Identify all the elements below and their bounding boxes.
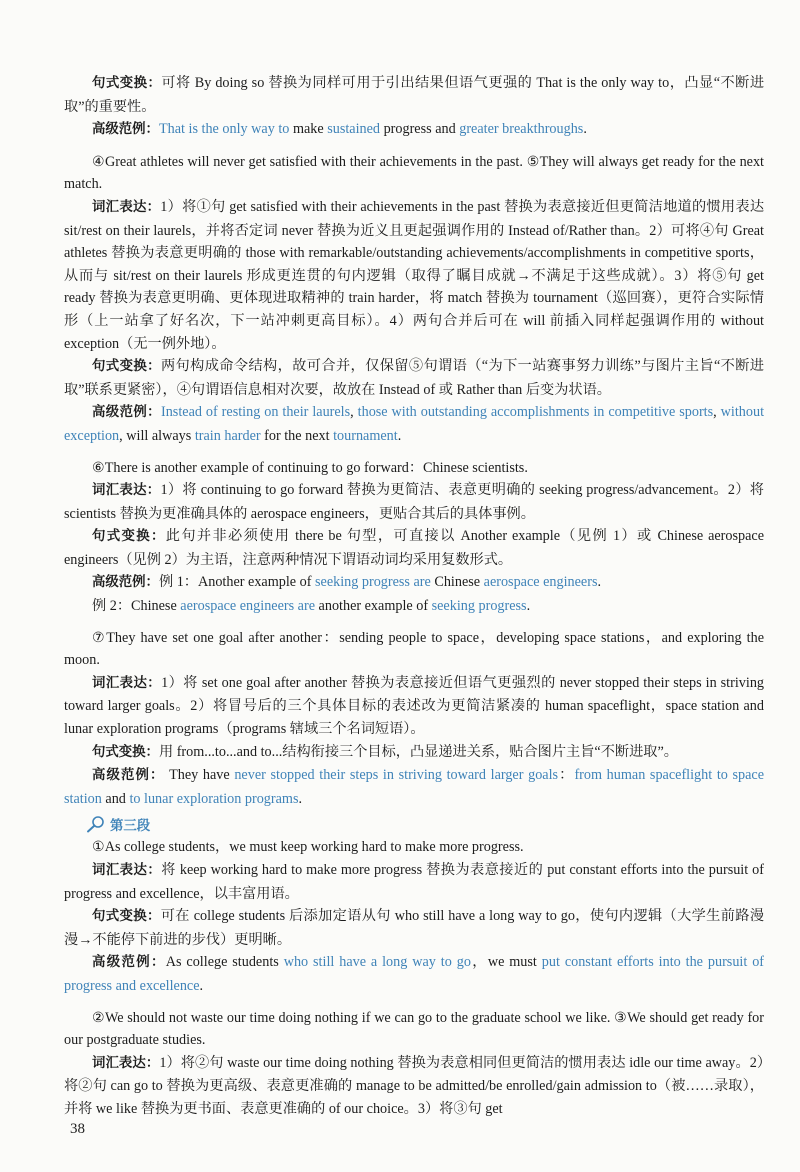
example-text: Another example of [197, 574, 315, 591]
magnifier-icon [86, 815, 106, 833]
paragraph-text: 此句并非必须使用 there be 句型，可直接以 Another example（见例 1）或 Chinese aerospace engineers（见例 2）为主语，注意两种情况下谓语动词均采用复数形式。 [64, 528, 764, 568]
paragraph [64, 672, 764, 741]
paragraph-text: 可在 college students 后添加定语从句 who still have a long way to go，使句内逻辑（大学生前路漫漫→不能停下前进的步伐）更明晰。 [64, 908, 765, 948]
highlight-text: those with outstanding accomplishments in competitive sports [357, 404, 714, 421]
term-label: 词汇表达： [92, 199, 161, 215]
example-text: progress and [380, 121, 460, 138]
example-text: . [597, 574, 602, 591]
example-number: 例 2： [92, 598, 132, 615]
paragraph [64, 905, 764, 951]
highlight-text: to lunar exploration programs [129, 790, 299, 807]
term-label: 高级范例： [92, 575, 159, 591]
example-paragraph [64, 401, 764, 447]
example-text: Chinese [430, 574, 484, 591]
term-label: 词汇表达： [92, 863, 162, 878]
source-sentence: ④Great athletes will never get satisfied with their achievements in the past. ⑤They will always get ready for the next match. [64, 153, 764, 193]
example-text: for the next [260, 427, 334, 444]
example-text: . [199, 977, 204, 994]
term-label: 句式变换： [92, 909, 161, 925]
paragraph-text: 用 from...to...and to...结构衔接三个目标，凸显递进关系，贴合图片主旨“不断进取”。 [158, 743, 678, 760]
page-number: 38 [70, 1121, 85, 1137]
example-text: They have [164, 767, 235, 784]
highlight-text: never stopped their steps in striving toward larger goals [234, 767, 559, 784]
example-text: . [397, 427, 402, 444]
paragraph-text: 1）将②句 waste our time doing nothing 替换为表意相同但更简洁的惯用表达 idle our time away。2）将②句 can go to 替换为更高级、表意更准确的 manage to be admitted/be enrolled/gain admission to（被……录取），并将 we like 替换为更书面、表意更准确的 of our choice。3）将③句 get [64, 1054, 764, 1117]
example-text: another example of [315, 598, 432, 615]
example-paragraph [64, 951, 764, 997]
paragraph [64, 196, 764, 355]
term-label: 高级范例： [92, 955, 166, 971]
example-text: ： [558, 767, 575, 784]
highlight-text: aerospace engineers [483, 574, 598, 591]
example-text: make [289, 121, 328, 138]
section-title: 第三段 [110, 818, 151, 834]
paragraph [64, 1052, 764, 1121]
example-text: . [526, 598, 531, 615]
paragraph-text: 1）将 set one goal after another 替换为表意接近但语气更强烈的 never stopped their steps in striving toward larger goals。2）将冒号后的三个具体目标的表述改为更简洁紧凑的 human spaceflight，space station and lunar exploration programs（programs 辖域三个名词短语）。 [64, 674, 765, 738]
example-text: and [101, 790, 130, 807]
source-sentence: ⑦They have set one goal after another：sending people to space，developing space stations，and exploring the moon. [64, 629, 764, 669]
term-label: 高级范例： [92, 768, 165, 784]
highlight-text: without exception [64, 404, 765, 444]
example-text: , [713, 404, 721, 421]
highlight-text: from human spaceflight to space station [64, 767, 765, 807]
highlight-text: greater breakthroughs [459, 121, 584, 138]
highlight-text: Instead of resting on their laurels [160, 404, 351, 421]
paragraph-text: 可将 By doing so 替换为同样可用于引出结果但语气更强的 That is the only way to，凸显“不断进取”的重要性。 [64, 75, 765, 115]
example-paragraph [64, 595, 764, 618]
highlight-text: seeking progress are [315, 574, 431, 591]
source-sentence: ②We should not waste our time doing nothing if we can go to the graduate school we like. ③We should get ready for our postgraduate studies. [64, 1009, 764, 1049]
paragraph-text: 1）将①句 get satisfied with their achievements in the past 替换为表意接近但更简洁地道的惯用表达 sit/rest on their laurels，并将否定词 never 替换为近义且更起强调作用的 Instead of/Rather than。2）可将④句 Great athletes 替换为表意更明确的 those with remarkable/outstanding achievements/accomplishments in competitive sports，从而与 sit/rest on their laurels 形成更连贯的句内逻辑（取得了瞩目成就→不满足于这些成就）。3）将⑤句 get ready 替换为表意更明确、更体现进取精神的 train harder，将 match 替换为 tournament（巡回赛），更符合实际情形（上一站拿了好名次，下一站冲刺更高目标）。4）两句合并后可在 will 前插入同样起强调作用的 without exception（无一例外地）。 [64, 198, 765, 352]
term-label: 词汇表达： [92, 1055, 160, 1071]
example-text: . [298, 790, 303, 807]
paragraph [64, 355, 764, 401]
highlight-text: That is the only way to [158, 121, 290, 138]
paragraph [64, 741, 764, 765]
example-text: , [350, 404, 358, 421]
paragraph-text: 将 keep working hard to make more progress 替换为表意接近的 put constant efforts into the pursuit of progress and excellence，以丰富用语。 [64, 862, 765, 902]
example-text: ，we must [470, 954, 542, 971]
highlight-text: sustained [327, 121, 381, 138]
example-text: As college students [165, 954, 284, 971]
example-text: . [583, 121, 587, 138]
term-label: 词汇表达： [92, 675, 162, 691]
example-number: 例 1： [158, 574, 198, 591]
term-label: 词汇表达： [92, 483, 161, 499]
highlight-text: train harder [194, 427, 261, 444]
source-sentence: ⑥There is another example of continuing to go forward：Chinese scientists. [92, 459, 528, 476]
term-label: 句式变换： [92, 359, 161, 375]
document-body [64, 72, 764, 1121]
example-paragraph [64, 571, 764, 595]
example-paragraph [64, 118, 764, 142]
highlight-text: put constant efforts into the pursuit of progress and excellence [64, 954, 765, 994]
term-label: 句式变换： [92, 529, 166, 545]
highlight-text: seeking progress [431, 598, 527, 615]
term-label: 句式变换： [92, 76, 162, 91]
paragraph [64, 72, 764, 118]
source-sentence: ①As college students，we must keep working hard to make more progress. [92, 839, 524, 856]
section-heading [86, 812, 764, 836]
highlight-text: who still have a long way to go [283, 954, 471, 971]
term-label: 高级范例： [92, 122, 159, 138]
example-text: Chinese [131, 598, 181, 615]
highlight-text: tournament [333, 427, 398, 444]
term-label: 高级范例： [92, 405, 161, 421]
example-paragraph [64, 764, 764, 810]
paragraph-text: 1）将 continuing to go forward 替换为更简洁、表意更明确的 seeking progress/advancement。2）将 scientists 替换为更准确具体的 aerospace engineers，更贴合其后的具体事例。 [64, 482, 764, 522]
paragraph [64, 859, 764, 905]
paragraph [64, 479, 764, 525]
paragraph [64, 525, 764, 571]
example-text: , will always [119, 427, 195, 444]
term-label: 句式变换： [92, 744, 159, 760]
paragraph-text: 两句构成命令结构，故可合并，仅保留⑤句谓语（“为下一站赛事努力训练”与图片主旨“不断进取”联系更紧密），④句谓语信息相对次要，故放在 Instead of 或 Rather than 后变为状语。 [64, 358, 764, 398]
highlight-text: aerospace engineers are [180, 598, 315, 615]
